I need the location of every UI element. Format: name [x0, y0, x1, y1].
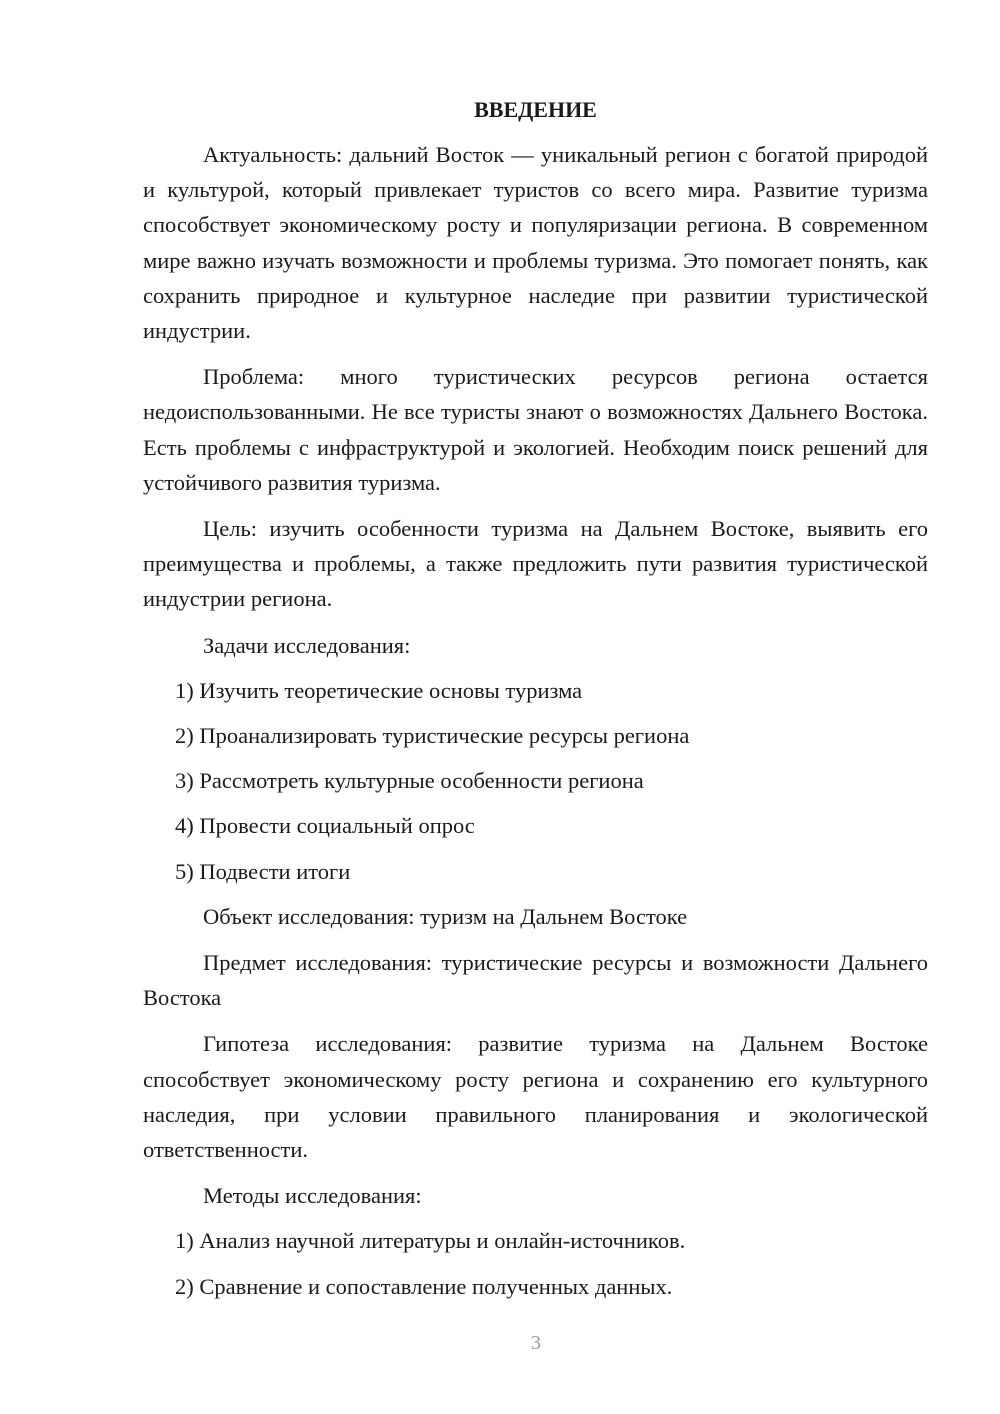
- method-item: 2) Сравнение и сопоставление полученных данных.: [175, 1273, 673, 1299]
- hypothesis-paragraph: Гипотеза исследования: развитие туризма на Дальнем Востоке способствует экономическому росту региона и сохранению его культурного наследия, при условии правильного планирования и экологической ответственности.: [143, 1031, 928, 1163]
- page-number: 3: [531, 1332, 541, 1354]
- page-title: ВВЕДЕНИЕ: [474, 97, 597, 122]
- subject-paragraph: Предмет исследования: туристические ресурсы и возможности Дальнего Востока: [143, 950, 928, 1011]
- task-item: 2) Проанализировать туристические ресурсы региона: [175, 723, 690, 749]
- task-item: 1) Изучить теоретические основы туризма: [175, 677, 583, 703]
- tasks-list: [143, 673, 928, 889]
- task-item: 3) Рассмотреть культурные особенности региона: [175, 768, 644, 794]
- methods-title: Методы исследования:: [203, 1183, 422, 1209]
- task-item: 5) Подвести итоги: [175, 858, 351, 884]
- tasks-title: Задачи исследования:: [203, 632, 411, 658]
- relevance-paragraph: Актуальность: дальний Восток — уникальный регион с богатой природой и культурой, который привлекает туристов со всего мира. Развитие туризма способствует экономическому росту и популяризации региона. В современном мире важно изучать возможности и проблемы туризма. Это помогает понять, как сохранить природное и культурное наследие при развитии туристической индустрии.: [143, 142, 928, 344]
- problem-paragraph: Проблема: много туристических ресурсов региона остается недоиспользованными. Не все туристы знают о возможностях Дальнего Востока. Есть проблемы с инфраструктурой и экологией. Необходим поиск решений для устойчивого развития туризма.: [143, 364, 928, 495]
- methods-list: [143, 1223, 928, 1303]
- goal-paragraph: Цель: изучить особенности туризма на Дальнем Востоке, выявить его преимущества и проблемы, а также предложить пути развития туристической индустрии региона.: [143, 516, 928, 612]
- page-content: [143, 95, 928, 1314]
- method-item: 1) Анализ научной литературы и онлайн-источников.: [175, 1228, 686, 1254]
- task-item: 4) Провести социальный опрос: [175, 813, 475, 839]
- object-paragraph: Объект исследования: туризм на Дальнем Востоке: [203, 903, 688, 929]
